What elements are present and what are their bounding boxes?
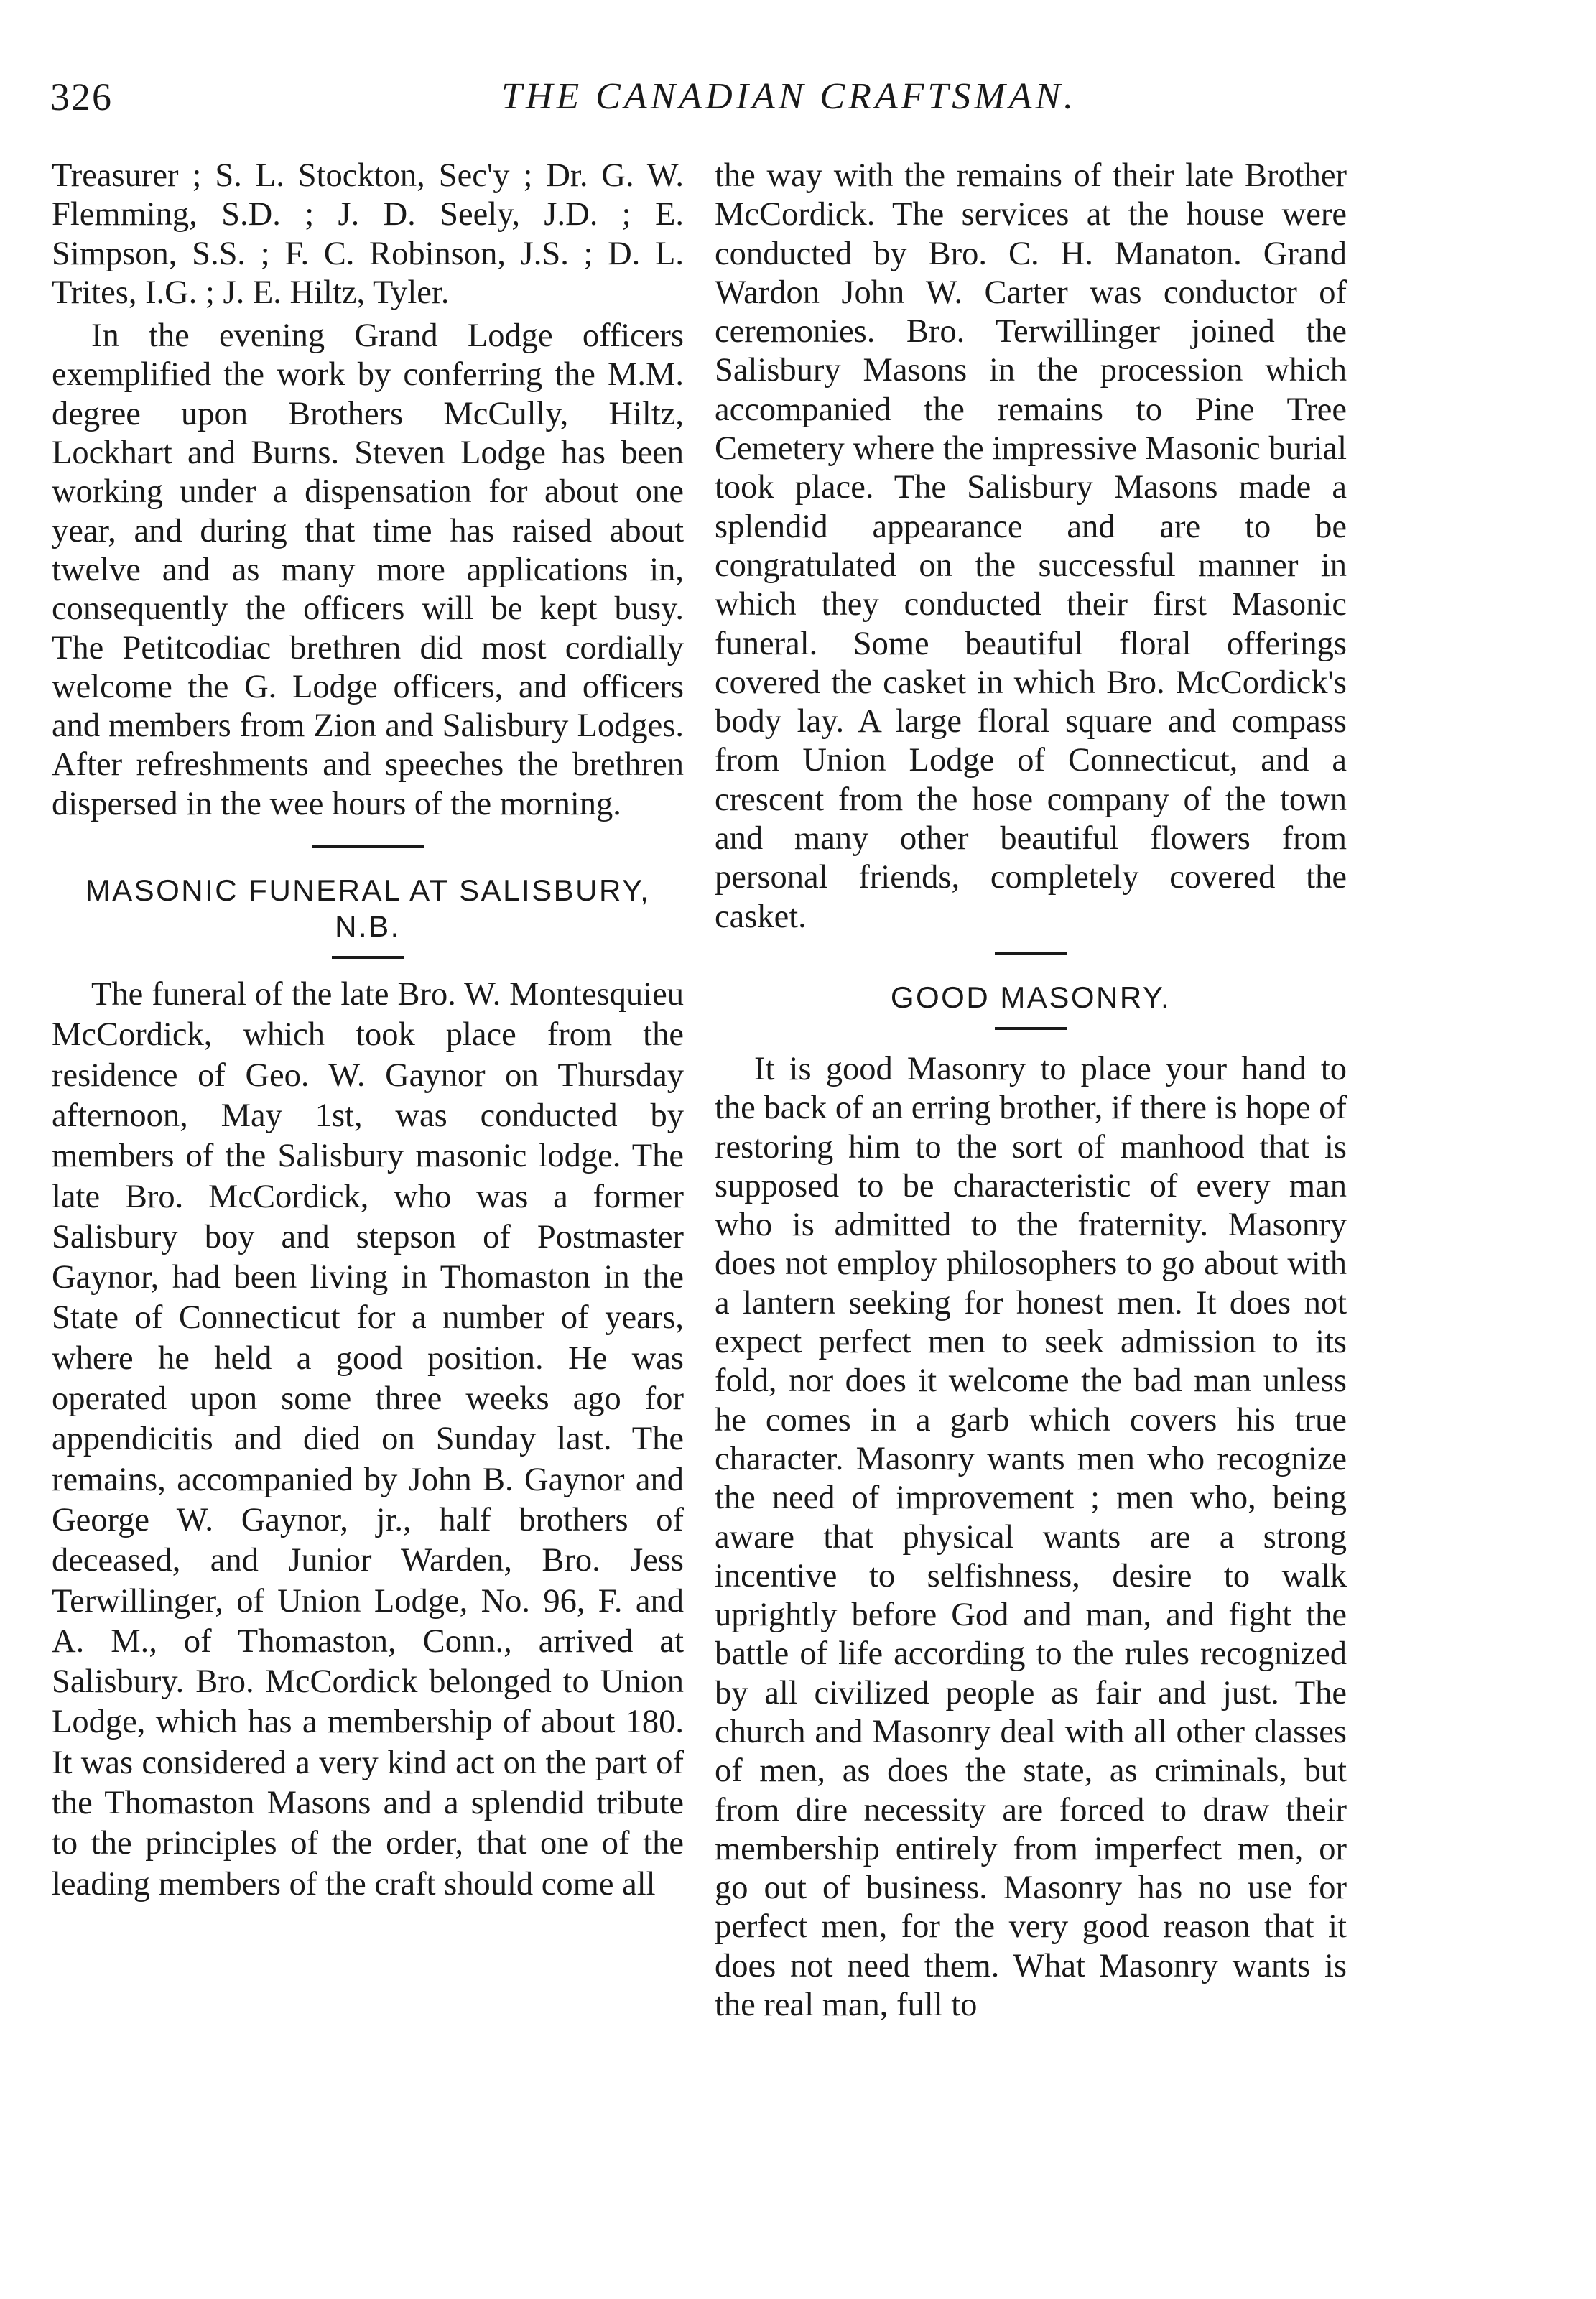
funeral-article-heading: MASONIC FUNERAL AT SALISBURY, N.B. — [85, 873, 651, 944]
section-divider — [995, 952, 1067, 955]
journal-title: THE CANADIAN CRAFTSMAN. — [501, 76, 1077, 117]
page-number: 326 — [50, 75, 113, 119]
funeral-paragraph: The funeral of the late Bro. W. Montesquieu McCordick, which took place from the residence of Geo. W. Gaynor on Thursday afternoon, May 1st, was conducted by members of the Salisbury masonic lodge. The late Bro. McCordick, who was a former Salisbury boy and stepson of Postmaster Gaynor, had been living in Thomaston in the State of Connecticut for a number of years, where he held a good position. He was operated upon some three weeks ago for appendicitis and died on Sunday last. The remains, accompanied by John B. Gaynor and George W. Gaynor, jr., half brothers of deceased, and Junior Warden, Bro. Jess Terwillinger, of Union Lodge, No. 96, F. and A. M., of Thomaston, Conn., arrived at Salisbury. Bro. McCordick belonged to Union Lodge, which has a membership of about 180. It was considered a very kind act on the part of the Thomaston Masons and a splendid tribute to the principles of the order, that one of the leading members of the craft should come all — [52, 976, 684, 1903]
good-masonry-paragraph: It is good Masonry to place your hand to the back of an erring brother, if there is hope of restoring him to the sort of manhood that is supposed to be characteristic of every man who is admitted to the fraternity. Masonry does not employ philosophers to go about with a lantern seeking for honest men. It does not expect perfect men to seek admission to its fold, nor does it welcome the bad man unless he comes in a garb which covers his true character. Masonry wants men who recognize the need of improvement ; men who, being aware that physical wants are a strong incentive to selfishness, desire to walk uprightly before God and man, and fight the battle of life according to the rules recognized by all civilized people as fair and just. The church and Masonry deal with all other classes of men, as does the state, as criminals, but from dire necessity are forced to draw their membership entirely from imperfect men, or go out of business. Masonry has no use for perfect men, for the very good reason that it does not need them. What Masonry wants is the real man, full to — [715, 1050, 1347, 2024]
section-divider — [312, 845, 424, 848]
officers-list-paragraph: Treasurer ; S. L. Stockton, Sec'y ; Dr. G. W. Flemming, S.D. ; J. D. Seely, J.D. ; E. Simpson, S.S. ; F. C. Robinson, J.S. ; D. L. Trites, I.G. ; J. E. Hiltz, Tyler. — [52, 157, 684, 311]
heading-underline — [995, 1027, 1067, 1030]
left-column — [52, 157, 684, 1905]
good-masonry-heading: GOOD MASONRY. — [890, 980, 1172, 1014]
evening-work-paragraph: In the evening Grand Lodge officers exemplified the work by conferring the M.M. degree upon Brothers McCully, Hiltz, Lockhart and Burns. Steven Lodge has been working under a dispensation for about one year, and during that time has raised about twelve and as many more applications in, consequently the officers will be kept busy. The Petitcodiac brethren did most cordially welcome the G. Lodge officers, and officers and members from Zion and Salisbury Lodges. After refreshments and speeches the brethren dispersed in the wee hours of the morning. — [52, 317, 684, 822]
running-head — [50, 68, 1528, 126]
heading-underline — [332, 956, 404, 959]
right-column — [715, 157, 1347, 2025]
funeral-continuation-paragraph: the way with the remains of their late Brother McCordick. The services at the house were conducted by Bro. C. H. Manaton. Grand Wardon John W. Carter was conductor of ceremonies. Bro. Terwillinger joined the Salisbury Masons in the procession which accompanied the remains to Pine Tree Cemetery where the impressive Masonic burial took place. The Salisbury Masons made a splendid appearance and are to be congratulated on the successful manner in which they conducted their first Masonic funeral. Some beautiful floral offerings covered the casket in which Bro. McCordick's body lay. A large floral square and compass from Union Lodge of Connecticut, and a crescent from the hose company of the town and many other beautiful flowers from personal friends, completely covered the casket. — [715, 157, 1347, 935]
